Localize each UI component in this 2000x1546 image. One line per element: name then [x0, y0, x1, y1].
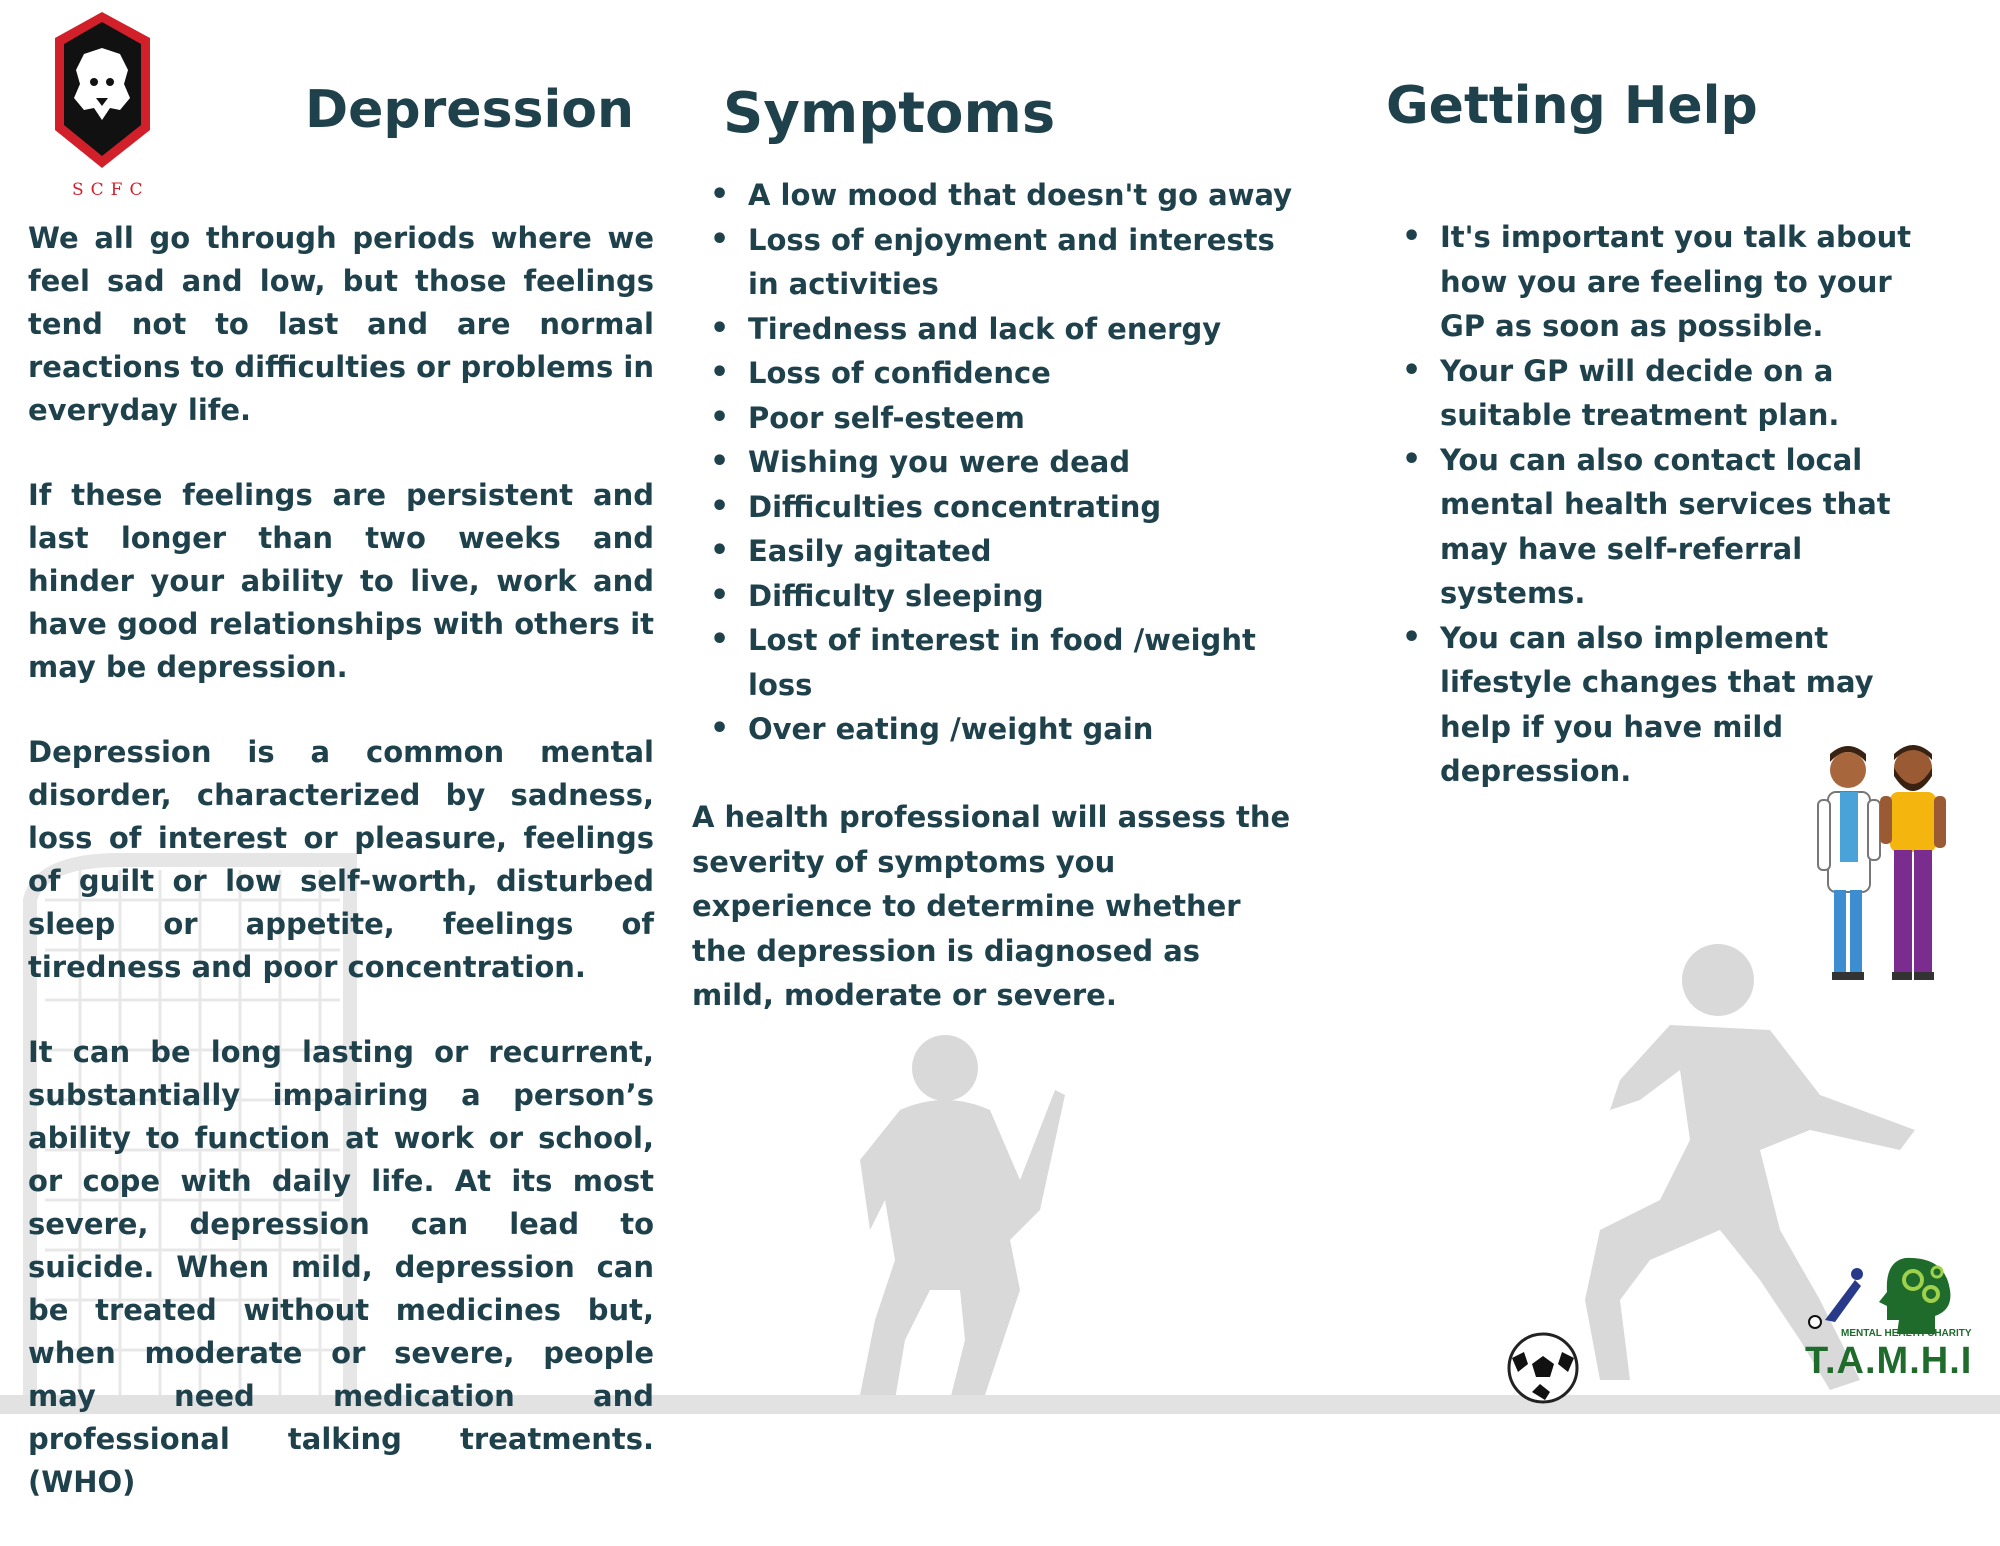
list-item: • Lost of interest in food /weight loss: [710, 618, 1308, 707]
club-logo: [50, 10, 155, 200]
getting-help-section: [1402, 215, 1920, 794]
list-item: • You can also contact local mental health services that may have self-referral systems.: [1402, 438, 1920, 616]
list-item: • You can also implement lifestyle changes that may help if you have mild depression.: [1402, 616, 1920, 794]
getting-help-title: Getting Help: [1386, 76, 1758, 136]
symptoms-title: Symptoms: [723, 81, 1056, 146]
depression-section: [28, 217, 654, 1546]
list-item: • Poor self-esteem: [710, 396, 1308, 441]
depression-title: Depression: [305, 80, 635, 140]
lion-crest-icon: [50, 10, 155, 170]
list-item: • Wishing you were dead: [710, 440, 1308, 485]
depression-paragraph: If these feelings are persistent and last longer than two weeks and hinder your ability to live, work and have good relationships with others it may be depression.: [28, 478, 654, 684]
list-item: • Difficulties concentrating: [710, 485, 1308, 530]
depression-paragraph: It can be long lasting or recurrent, substantially impairing a person’s ability to function at work or school, or cope with daily life. At its most severe, depression can lead to suicide. When mild, depression can be treated without medicines but, when moderate or severe, people may need medication and professional talking treatments. (WHO): [28, 1035, 654, 1499]
head-gears-icon: [1805, 1250, 1965, 1335]
depression-paragraph: Depression is a common mental disorder, characterized by sadness, loss of interest or pleasure, feelings of guilt or low self-worth, disturbed sleep or appetite, feelings of tiredness and poor concentration.: [28, 735, 654, 984]
list-item: • Loss of confidence: [710, 351, 1308, 396]
doctor-patient-illustration: [1808, 740, 1958, 990]
getting-help-list: [1402, 215, 1920, 794]
symptoms-closing-text: A health professional will assess the severity of symptoms you experience to determine whether the depression is diagnosed as mild, moderate or severe.: [692, 800, 1291, 1012]
list-item: • It's important you talk about how you are feeling to your GP as soon as possible.: [1402, 215, 1920, 349]
depression-paragraph: We all go through periods where we feel sad and low, but those feelings tend not to last and are normal reactions to difficulties or problems in everyday life.: [28, 221, 654, 427]
player-silhouette-left: [860, 1035, 1065, 1400]
symptoms-section: [710, 173, 1308, 752]
list-item: • Your GP will decide on a suitable treatment plan.: [1402, 349, 1920, 438]
list-item: • Difficulty sleeping: [710, 574, 1308, 619]
list-item: • Over eating /weight gain: [710, 707, 1308, 752]
charity-logo: [1805, 1250, 1973, 1385]
list-item: • Tiredness and lack of energy: [710, 307, 1308, 352]
football-graphic: [1509, 1334, 1577, 1402]
list-item: • A low mood that doesn't go away: [710, 173, 1308, 218]
symptoms-list: [710, 173, 1308, 752]
charity-abbr: T.A.M.H.I: [1805, 1340, 1973, 1382]
charity-name: MENTAL HEALTH CHARITY: [1841, 1328, 1972, 1339]
list-item: • Loss of enjoyment and interests in activities: [710, 218, 1308, 307]
club-logo-text: SCFC: [72, 180, 150, 200]
list-item: • Easily agitated: [710, 529, 1308, 574]
